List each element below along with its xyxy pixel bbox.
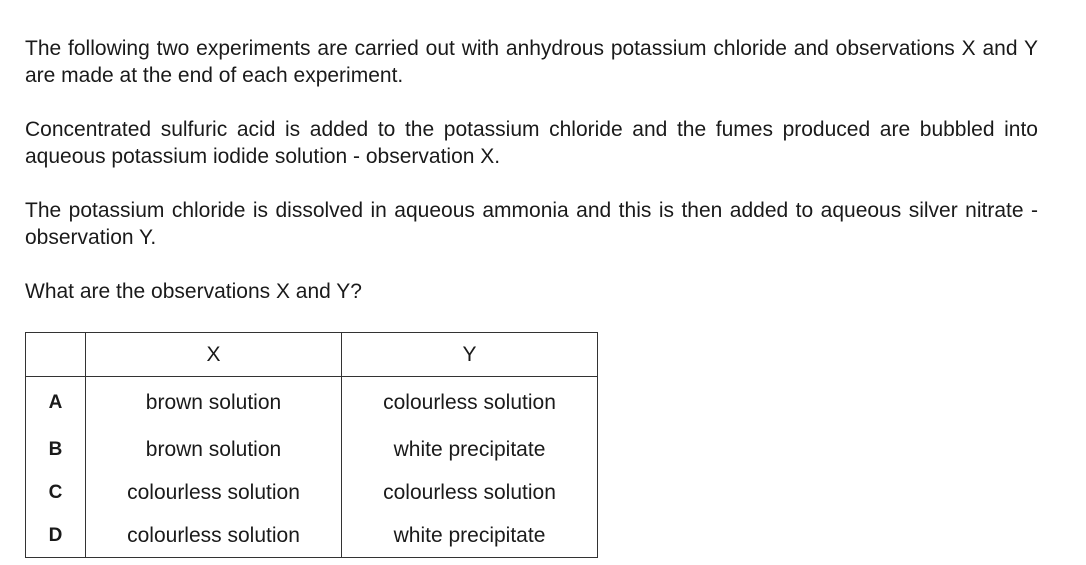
table-row	[26, 428, 598, 471]
intro-paragraph: The following two experiments are carried out with anhydrous potassium chloride and observations X and Y are made at the end of each experiment.	[25, 37, 1038, 87]
option-y: colourless solution	[342, 471, 598, 514]
option-x: brown solution	[86, 428, 342, 471]
question-text: What are the observations X and Y?	[25, 280, 362, 303]
option-x: brown solution	[86, 377, 342, 429]
answer-table	[25, 332, 598, 558]
question-page	[25, 35, 1038, 558]
option-letter: B	[26, 428, 86, 471]
option-y: colourless solution	[342, 377, 598, 429]
option-y: white precipitate	[342, 428, 598, 471]
table-row	[26, 471, 598, 514]
option-letter: C	[26, 471, 86, 514]
experiment-x-paragraph: Concentrated sulfuric acid is added to the potassium chloride and the fumes produced are bubbled into aqueous potassium iodide solution - observation X.	[25, 118, 1038, 168]
option-letter: D	[26, 514, 86, 558]
table-header-row	[26, 333, 598, 377]
option-y: white precipitate	[342, 514, 598, 558]
table-row	[26, 377, 598, 429]
option-letter: A	[26, 377, 86, 429]
experiment-y-paragraph: The potassium chloride is dissolved in aqueous ammonia and this is then added to aqueous silver nitrate - observation Y.	[25, 199, 1038, 249]
header-letter-cell	[26, 333, 86, 377]
option-x: colourless solution	[86, 471, 342, 514]
header-y-cell: Y	[342, 333, 598, 377]
option-x: colourless solution	[86, 514, 342, 558]
table-row	[26, 514, 598, 558]
header-x-cell: X	[86, 333, 342, 377]
